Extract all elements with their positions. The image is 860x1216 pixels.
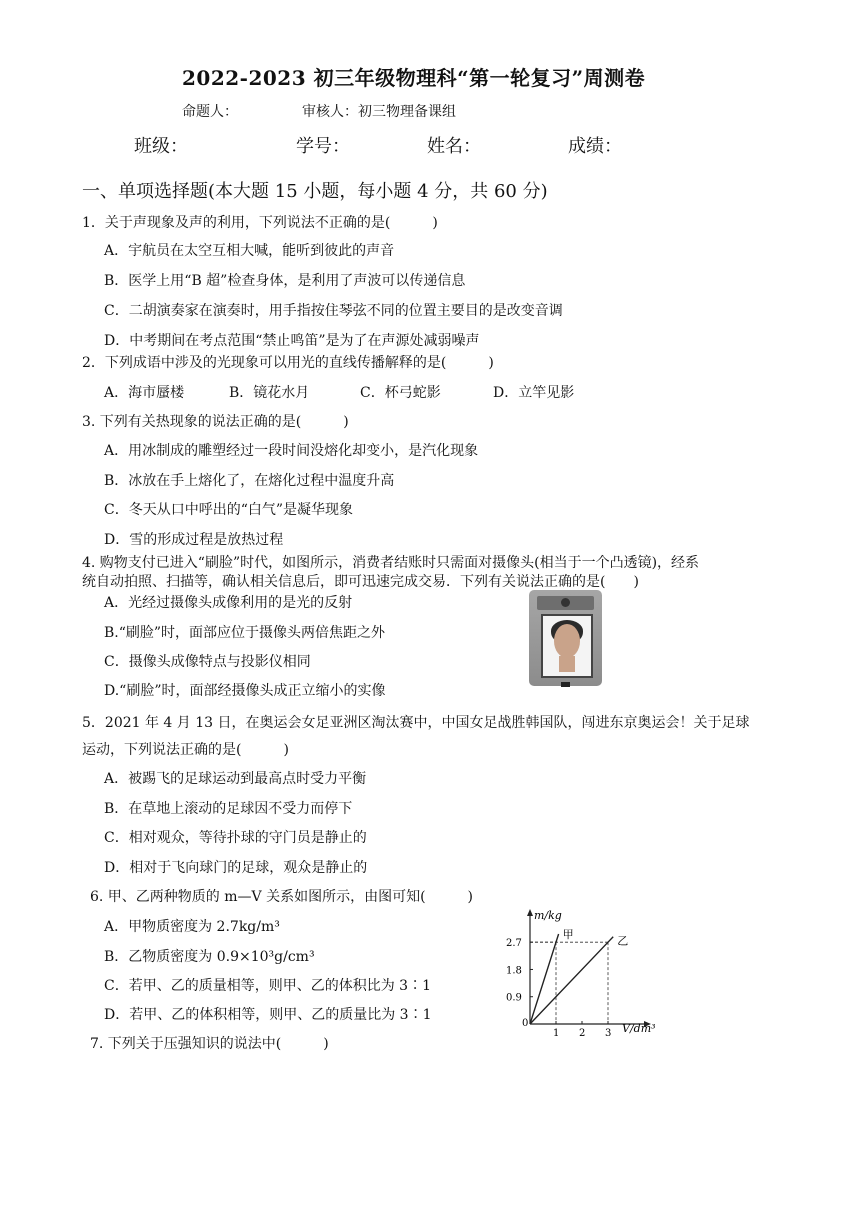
question-2-option-c: C．杯弓蛇影 bbox=[360, 385, 441, 401]
question-4-option-b: B.“刷脸”时，面部应位于摄像头两倍焦距之外 bbox=[104, 625, 386, 641]
question-6-stem: 6. 甲、乙两种物质的 m—V 关系如图所示，由图可知( ) bbox=[90, 889, 474, 905]
question-4-option-c: C．摄像头成像特点与投影仪相同 bbox=[104, 654, 311, 670]
y-tick-label-1.8: 1.8 bbox=[506, 965, 522, 977]
series-line-jia bbox=[530, 934, 559, 1024]
camera-stand bbox=[561, 682, 570, 687]
question-6-option-b: B．乙物质密度为 0.9×10³g/cm³ bbox=[104, 949, 315, 965]
question-1-option-b: B．医学上用“B 超”检查身体，是利用了声波可以传递信息 bbox=[104, 273, 466, 289]
question-1-option-a: A．宇航员在太空互相大喊，能听到彼此的声音 bbox=[104, 243, 395, 259]
series-line-yi bbox=[530, 937, 613, 1024]
score-field-label: 成绩： bbox=[568, 136, 622, 157]
question-1-option-c: C．二胡演奏家在演奏时，用手指按住琴弦不同的位置主要目的是改变音调 bbox=[104, 303, 563, 319]
question-3-option-d: D．雪的形成过程是放热过程 bbox=[104, 532, 284, 548]
face-icon bbox=[554, 624, 580, 658]
face-neck bbox=[559, 656, 575, 672]
origin-label: 0 bbox=[522, 1018, 529, 1029]
question-1-option-d: D．中考期间在考点范围“禁止鸣笛”是为了在声源处减弱噪声 bbox=[104, 333, 480, 349]
reviewer-label: 审核人：初三物理备课组 bbox=[302, 104, 456, 120]
y-tick-label-2.7: 2.7 bbox=[506, 938, 522, 950]
y-tick-label-0.9: 0.9 bbox=[506, 992, 522, 1004]
y-axis-label: m/kg bbox=[534, 909, 562, 922]
mass-volume-chart bbox=[498, 906, 678, 1036]
question-2-option-a: A．海市蜃楼 bbox=[104, 385, 185, 401]
name-field-label: 姓名： bbox=[427, 136, 481, 157]
question-6-option-a: A．甲物质密度为 2.7kg/m³ bbox=[104, 919, 280, 935]
question-7-stem: 7. 下列关于压强知识的说法中( ) bbox=[90, 1036, 329, 1052]
x-tick-label-2: 2 bbox=[579, 1028, 586, 1036]
y-axis-arrow bbox=[527, 909, 533, 916]
question-5-stem-line-1: 5．2021 年 4 月 13 日，在奥运会女足亚洲区淘汰赛中，中国女足战胜韩国队，闯进东京奥运会！关于足球 bbox=[82, 715, 750, 731]
class-field-label: 班级： bbox=[134, 136, 188, 157]
question-3-option-a: A．用冰制成的雕塑经过一段时间没熔化却变小，是汽化现象 bbox=[104, 443, 479, 459]
series-label-jia: 甲 bbox=[562, 928, 574, 941]
question-3-option-c: C．冬天从口中呼出的“白气”是凝华现象 bbox=[104, 502, 354, 518]
question-5-option-b: B．在草地上滚动的足球因不受力而停下 bbox=[104, 801, 353, 817]
question-6-option-c: C．若甲、乙的质量相等，则甲、乙的体积比为 3∶1 bbox=[104, 978, 431, 994]
question-5-stem-line-2: 运动，下列说法正确的是( ) bbox=[82, 742, 289, 758]
question-2-option-b: B．镜花水月 bbox=[229, 385, 310, 401]
setter-label: 命题人： bbox=[182, 104, 238, 120]
question-4-option-d: D.“刷脸”时，面部经摄像头成正立缩小的实像 bbox=[104, 683, 386, 699]
page-title: 2022-2023 初三年级物理科“第一轮复习”周测卷 bbox=[182, 66, 646, 90]
x-axis-label: V/dm³ bbox=[622, 1022, 656, 1035]
question-5-option-a: A．被踢飞的足球运动到最高点时受力平衡 bbox=[104, 771, 367, 787]
question-4-option-a: A．光经过摄像头成像利用的是光的反射 bbox=[104, 595, 353, 611]
camera-screen bbox=[541, 614, 593, 678]
question-6-option-d: D．若甲、乙的体积相等，则甲、乙的质量比为 3∶1 bbox=[104, 1007, 432, 1023]
question-2-stem: 2．下列成语中涉及的光现象可以用光的直线传播解释的是( ) bbox=[82, 355, 494, 371]
camera-lens-icon bbox=[561, 598, 570, 607]
question-4-stem-line-2: 统自动拍照、扫描等，确认相关信息后，即可迅速完成交易．下列有关说法正确的是( ) bbox=[82, 574, 639, 590]
question-5-option-c: C．相对观众，等待扑球的守门员是静止的 bbox=[104, 830, 367, 846]
face-payment-camera-image bbox=[529, 590, 602, 686]
x-tick-label-1: 1 bbox=[553, 1028, 560, 1036]
section-heading: 一、单项选择题(本大题 15 小题，每小题 4 分，共 60 分) bbox=[82, 181, 548, 202]
student-id-field-label: 学号： bbox=[296, 136, 350, 157]
question-1-stem: 1．关于声现象及声的利用，下列说法不正确的是( ) bbox=[82, 215, 438, 231]
series-label-yi: 乙 bbox=[617, 934, 629, 948]
x-tick-label-3: 3 bbox=[605, 1028, 612, 1036]
question-3-option-b: B．冰放在手上熔化了，在熔化过程中温度升高 bbox=[104, 473, 395, 489]
question-3-stem: 3. 下列有关热现象的说法正确的是( ) bbox=[82, 414, 349, 430]
question-5-option-d: D．相对于飞向球门的足球，观众是静止的 bbox=[104, 860, 368, 876]
question-2-option-d: D．立竿见影 bbox=[493, 385, 575, 401]
question-4-stem-line-1: 4. 购物支付已进入“刷脸”时代，如图所示，消费者结账时只需面对摄像头(相当于一个凸透镜)，经系 bbox=[82, 555, 700, 571]
